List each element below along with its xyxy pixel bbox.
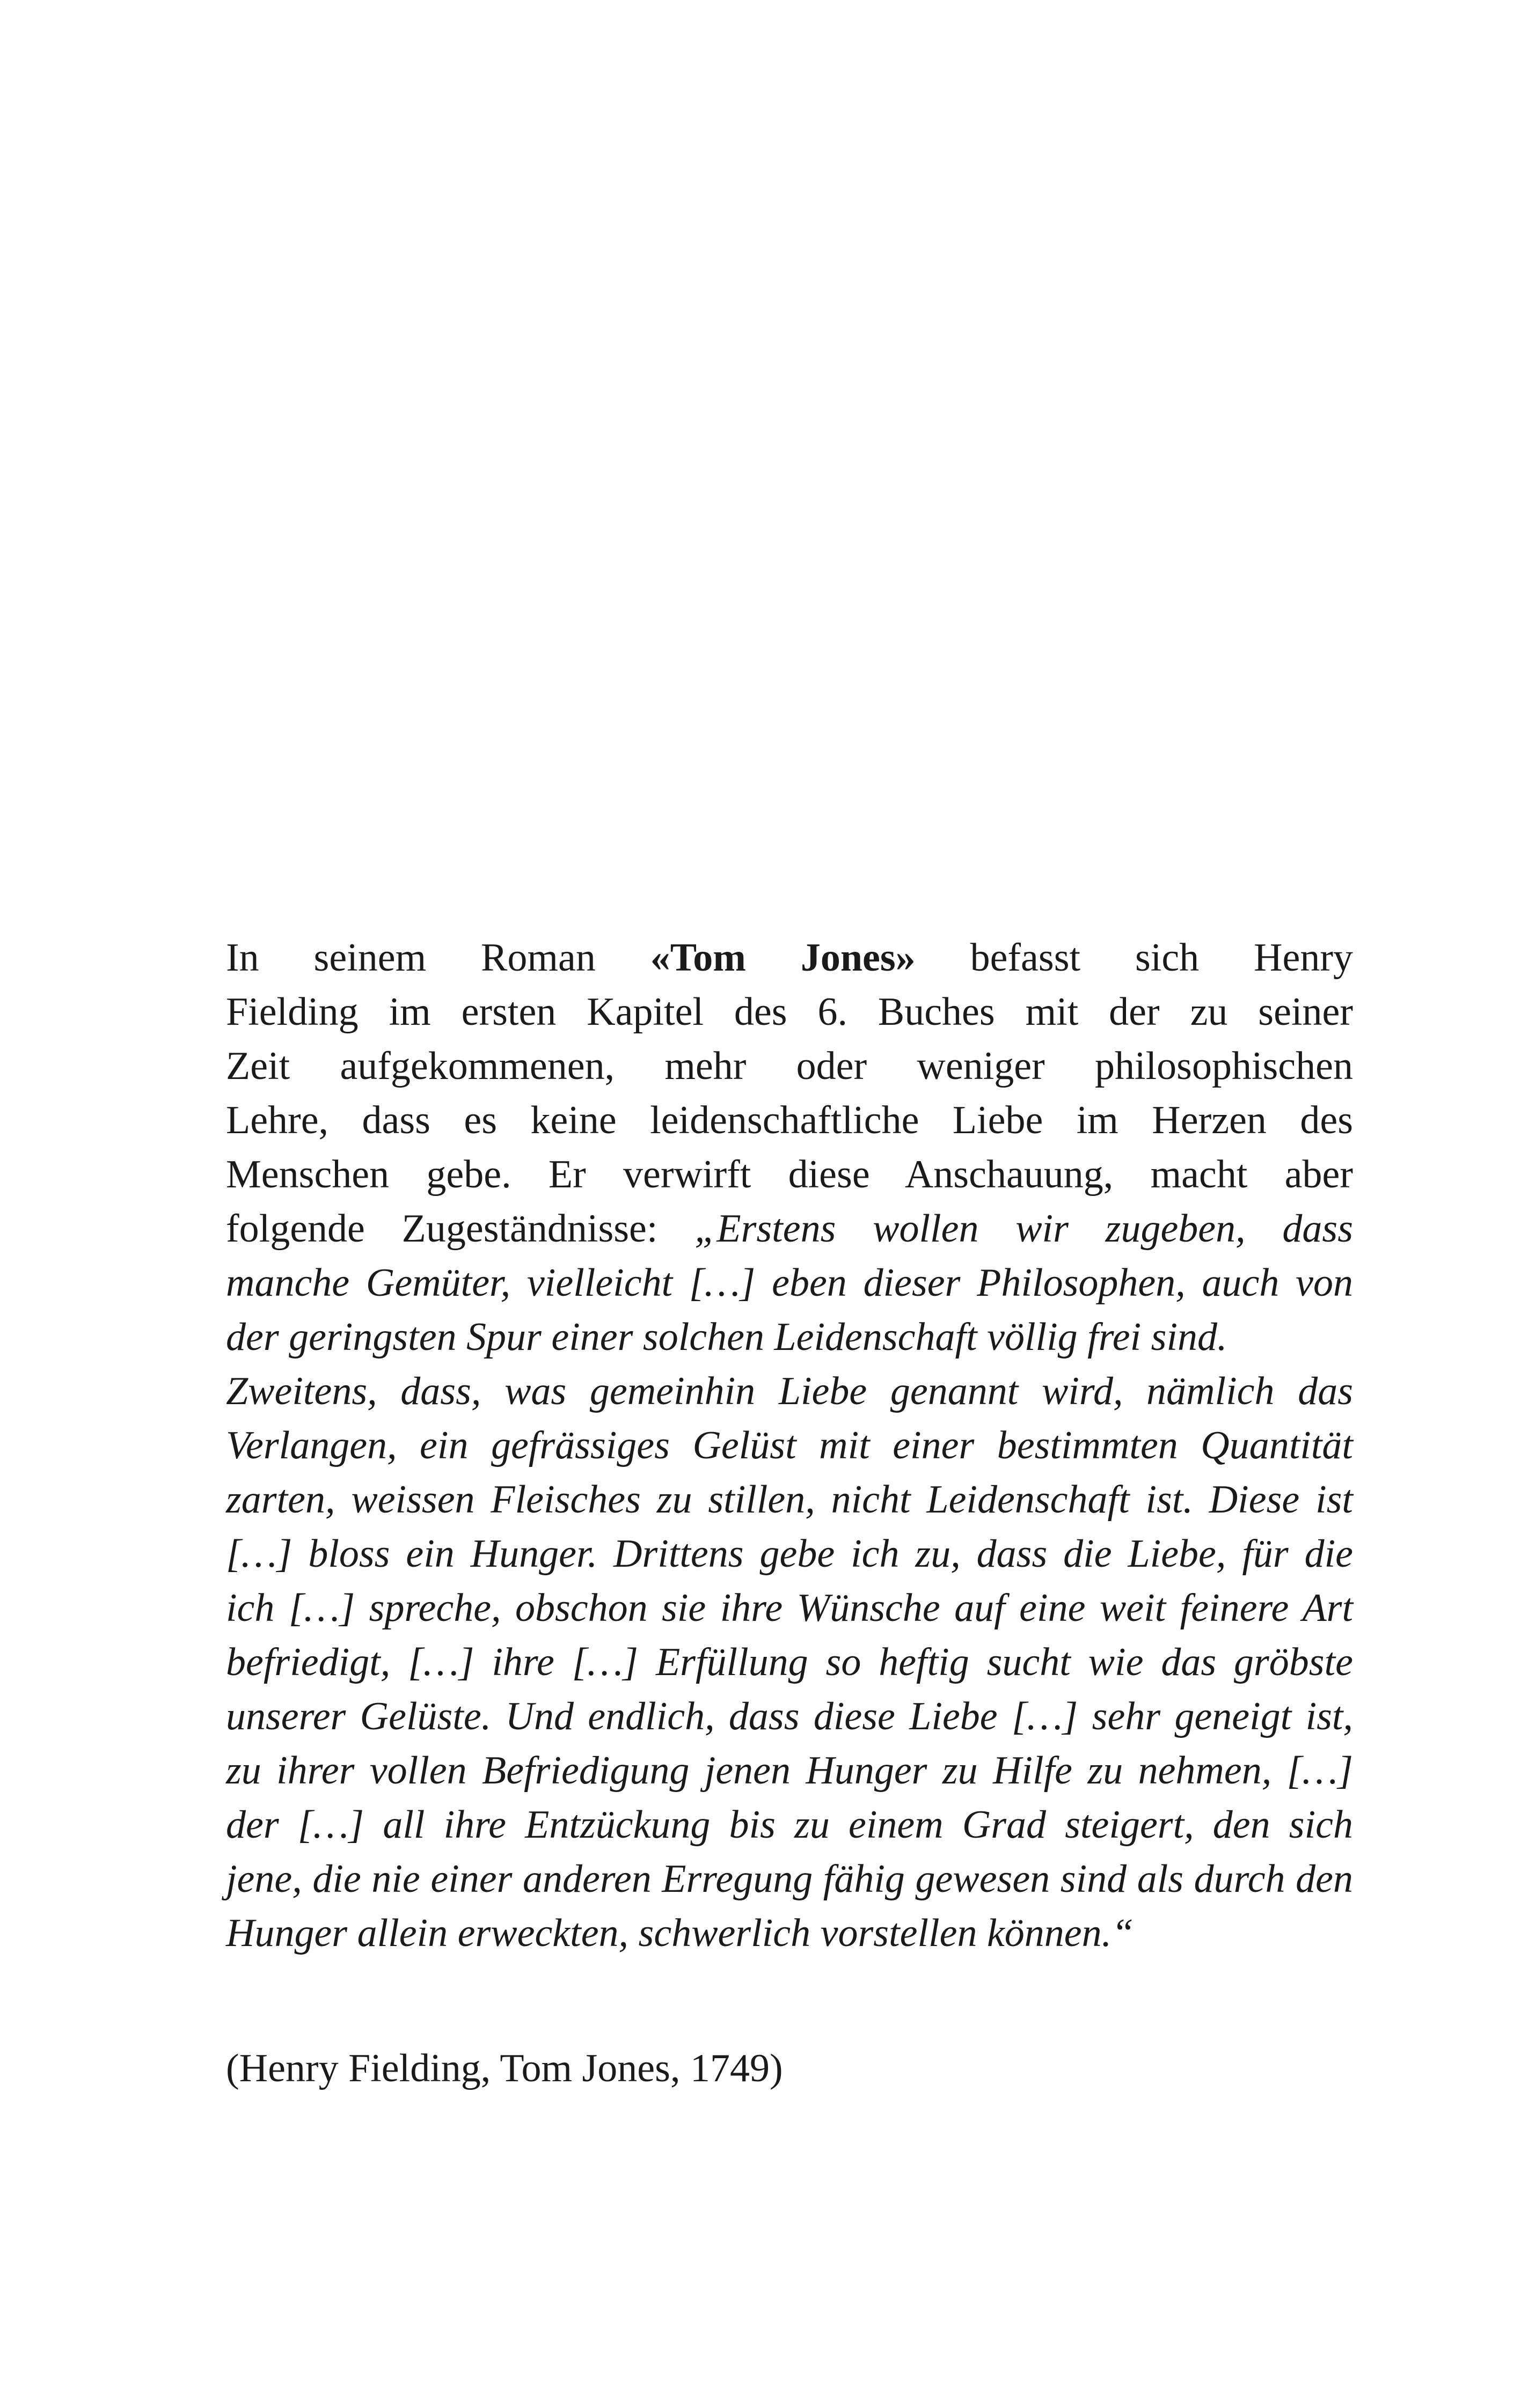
line-text: folgende Zugeständnisse:	[226, 1207, 695, 1251]
quote-line: jene, die nie einer anderen Erregung fähig gewesen sind als durch den	[226, 1857, 1353, 1901]
quote-line: der geringsten Spur einer solchen Leidenschaft völlig frei sind.	[226, 1315, 1227, 1359]
line-text: In seinem Roman	[226, 936, 650, 980]
quote-line: Hunger allein erweckten, schwerlich vorstellen können.“	[226, 1911, 1134, 1955]
paragraph-line: Menschen gebe. Er verwirft diese Anschauung, macht aber	[226, 1152, 1353, 1196]
quote-line: Verlangen, ein gefrässiges Gelüst mit einer bestimmten Quantität	[226, 1423, 1353, 1467]
paragraph-line: Zeit aufgekommenen, mehr oder weniger philosophischen	[226, 1044, 1353, 1088]
paragraph-line	[226, 1202, 1353, 1256]
quote-line: unserer Gelüste. Und endlich, dass diese Liebe […] sehr geneigt ist,	[226, 1694, 1353, 1738]
quote-line: befriedigt, […] ihre […] Erfüllung so heftig sucht wie das gröbste	[226, 1640, 1353, 1684]
paragraph-line: Lehre, dass es keine leidenschaftliche Liebe im Herzen des	[226, 1098, 1353, 1142]
citation: (Henry Fielding, Tom Jones, 1749)	[226, 2046, 783, 2090]
quote-line: zu ihrer vollen Befriedigung jenen Hunger zu Hilfe zu nehmen, […]	[226, 1749, 1353, 1793]
quote-line: zarten, weissen Fleisches zu stillen, nicht Leidenschaft ist. Diese ist	[226, 1478, 1353, 1522]
book-title: «Tom Jones»	[650, 936, 916, 980]
line-text: befasst sich Henry	[915, 936, 1353, 980]
quote-line: ich […] spreche, obschon sie ihre Wünsche auf eine weit feinere Art	[226, 1586, 1353, 1630]
body-paragraph	[226, 931, 1353, 1961]
paragraph-line	[226, 931, 1353, 985]
quote-line: der […] all ihre Entzückung bis zu einem Grad steigert, den sich	[226, 1803, 1353, 1847]
quote-line: manche Gemüter, vielleicht […] eben dieser Philosophen, auch von	[226, 1261, 1353, 1305]
quote-line: Zweitens, dass, was gemeinhin Liebe genannt wird, nämlich das	[226, 1369, 1353, 1413]
quote-text: „Erstens wollen wir zugeben, dass	[694, 1207, 1354, 1251]
quote-line: […] bloss ein Hunger. Drittens gebe ich zu, dass die Liebe, für die	[226, 1532, 1353, 1576]
paragraph-line: Fielding im ersten Kapitel des 6. Buches mit der zu seiner	[226, 990, 1353, 1034]
